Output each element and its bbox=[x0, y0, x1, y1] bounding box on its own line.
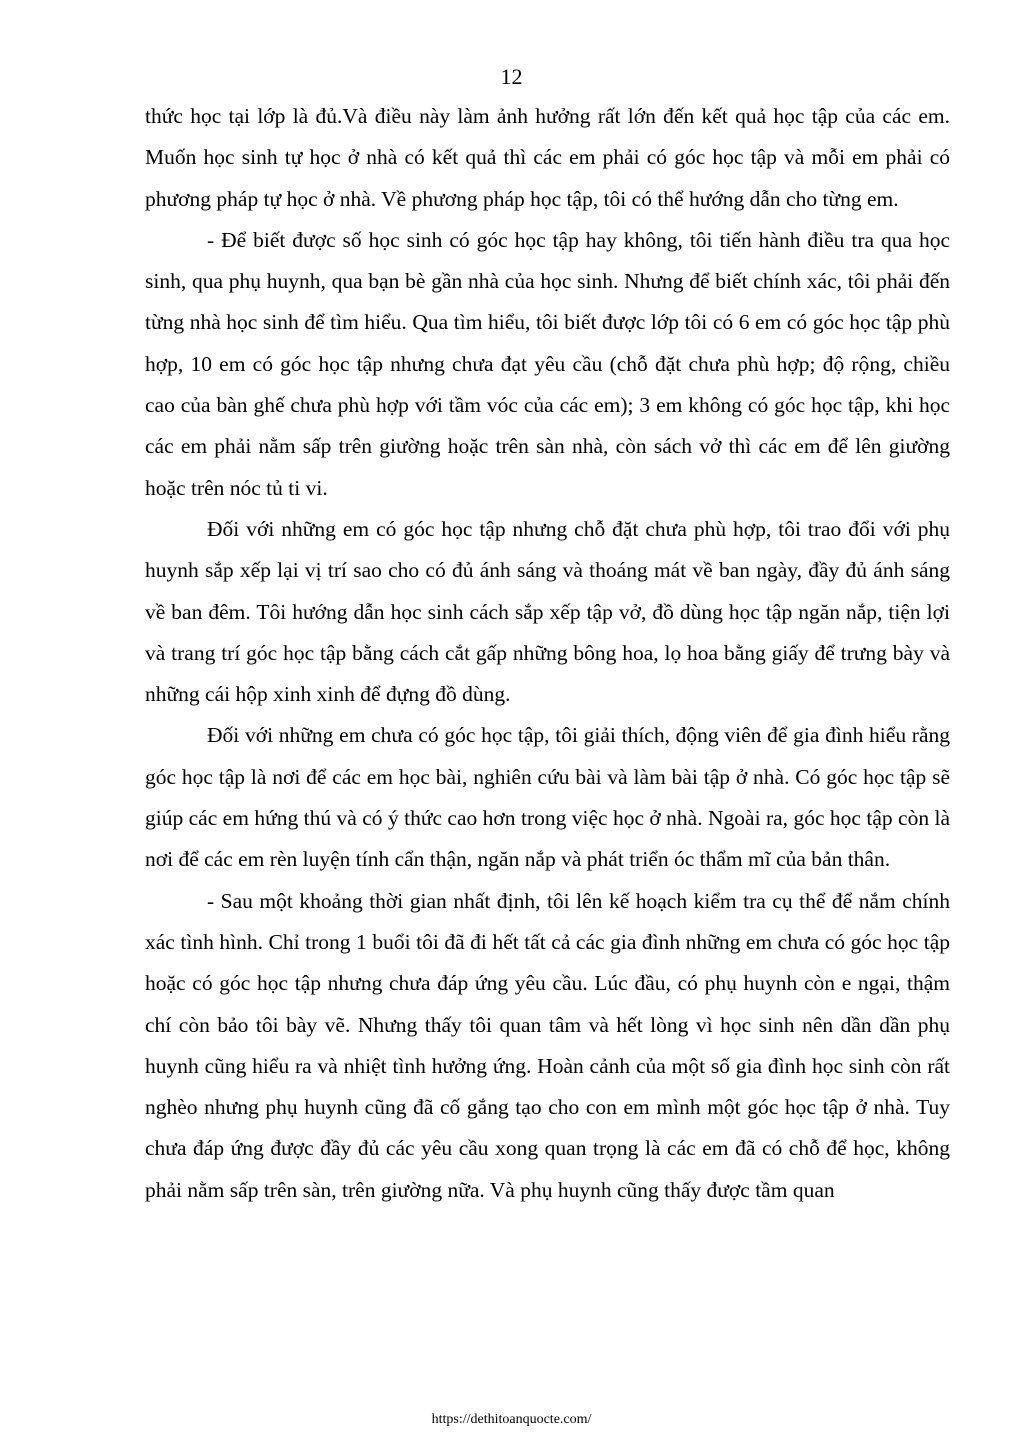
paragraph-no-corner: Đối với những em chưa có góc học tập, tôi giải thích, động viên để gia đình hiểu rằng góc học tập là nơi để các em học bài, nghiên cứu bài và làm bài tập ở nhà. Có góc học tập sẽ giúp các em hứng thú và có ý thức cao hơn trong việc học ở nhà. Ngoài ra, góc học tập còn là nơi để các em rèn luyện tính cẩn thận, ngăn nắp và phát triển óc thẩm mĩ của bản thân. bbox=[145, 723, 950, 872]
paragraph-unsuitable-corner: Đối với những em có góc học tập nhưng chỗ đặt chưa phù hợp, tôi trao đổi với phụ huynh sắp xếp lại vị trí sao cho có đủ ánh sáng và thoáng mát về ban ngày, đầy đủ ánh sáng về ban đêm. Tôi hướng dẫn học sinh cách sắp xếp tập vở, đồ dùng học tập ngăn nắp, tiện lợi và trang trí góc học tập bằng cách cắt gấp những bông hoa, lọ hoa bằng giấy để trưng bày và những cái hộp xinh xinh để đựng đồ dùng. bbox=[145, 516, 950, 707]
footer-url[interactable]: https://dethitoanquocte.com/ bbox=[431, 1412, 592, 1427]
paragraph-inspection: - Sau một khoảng thời gian nhất định, tôi lên kế hoạch kiểm tra cụ thể để nắm chính xác tình hình. Chỉ trong 1 buổi tôi đã đi hết tất cả các gia đình những em chưa có góc học tập hoặc có góc học tập nhưng chưa đáp ứng yêu cầu. Lúc đầu, có phụ huynh còn e ngại, thậm chí còn bảo tôi bày vẽ. Nhưng thấy tôi quan tâm và hết lòng vì học sinh nên dần dần phụ huynh cũng hiểu ra và nhiệt tình hưởng ứng. Hoàn cảnh của một số gia đình học sinh còn rất nghèo nhưng phụ huynh cũng đã cố gắng tạo cho con em mình một góc học tập ở nhà. Tuy chưa đáp ứng được đầy đủ các yêu cầu xong quan trọng là các em đã có chỗ để học, không phải nằm sấp trên sàn, trên giường nữa. Và phụ huynh cũng thấy được tầm quan bbox=[145, 888, 950, 1202]
paragraph-continued: thức học tại lớp là đủ.Và điều này làm ảnh hưởng rất lớn đến kết quả học tập của các em. Muốn học sinh tự học ở nhà có kết quả thì các em phải có góc học tập và mỗi em phải có phương pháp tự học ở nhà. Về phương pháp học tập, tôi có thể hướng dẫn cho từng em. bbox=[145, 104, 950, 211]
document-body bbox=[145, 96, 950, 1211]
paragraph-survey: - Để biết được số học sinh có góc học tập hay không, tôi tiến hành điều tra qua học sinh, qua phụ huynh, qua bạn bè gần nhà của học sinh. Nhưng để biết chính xác, tôi phải đến từng nhà học sinh để tìm hiểu. Qua tìm hiểu, tôi biết được lớp tôi có 6 em có góc học tập phù hợp, 10 em có góc học tập nhưng chưa đạt yêu cầu (chỗ đặt chưa phù hợp; độ rộng, chiều cao của bàn ghế chưa phù hợp với tầm vóc của các em); 3 em không có góc học tập, khi học các em phải nằm sấp trên giường hoặc trên sàn nhà, còn sách vở thì các em để lên giường hoặc trên nóc tủ ti vi. bbox=[145, 227, 950, 500]
page-number: 12 bbox=[500, 64, 523, 89]
